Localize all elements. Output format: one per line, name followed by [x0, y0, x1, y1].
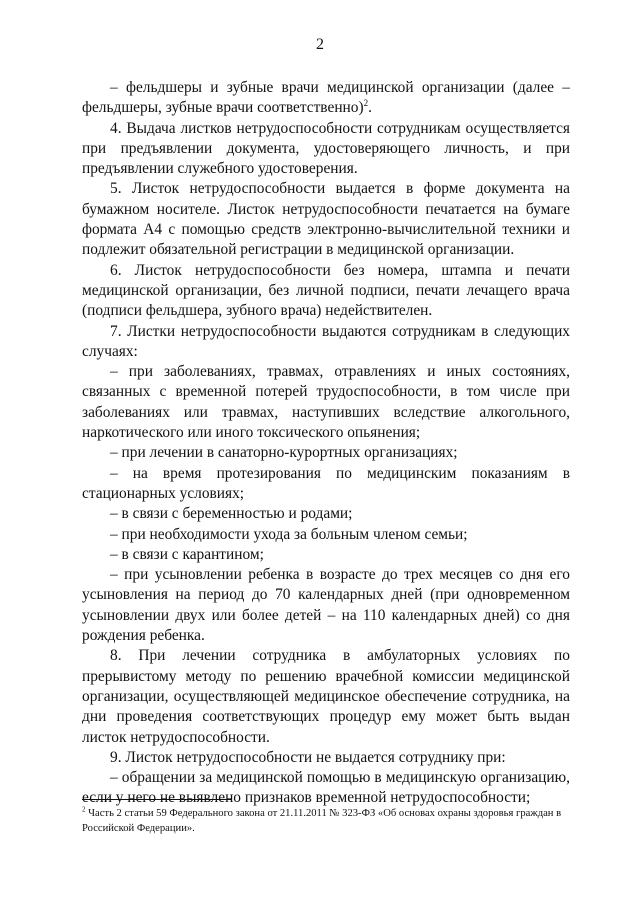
list-item-adoption: – при усыновлении ребенка в возрасте до трех месяцев со дня его усыновления на период до 70 календарных дней (при одновременном усыновлении двух или более детей – на 110 календарных дней) со дня рождения ребенка. — [82, 566, 570, 645]
paragraph-7: 7. Листки нетрудоспособности выдаются сотрудникам в следующих случаях: — [82, 322, 570, 360]
paragraph-8: 8. При лечении сотрудника в амбулаторных условиях по прерывистому методу по решению врачебной комиссии медицинской организации, осуществляющей медицинское обеспечение сотрудника, на дни проведения соответствующих процедур ему может быть выдан листок нетрудоспособности. — [82, 647, 570, 746]
footnote-marker: 2 — [82, 805, 86, 814]
paragraph-medical-workers — [82, 78, 570, 119]
footnote-text: Часть 2 статьи 59 Федерального закона от 21.11.2011 № 323-ФЗ «Об основах охраны здоровья граждан в Российской Федерации». — [82, 808, 562, 834]
paragraph-4: 4. Выдача листков нетрудоспособности сотрудникам осуществляется при предъявлении документа, удостоверяющего личность, и при предъявлении служебного удостоверения. — [82, 119, 570, 178]
list-item-prosthetics: – на время протезирования по медицинским показаниям в стационарных условиях; — [82, 464, 570, 502]
paragraph-suffix: . — [368, 99, 372, 117]
footnote-divider — [82, 799, 232, 800]
paragraph-6: 6. Листок нетрудоспособности без номера, штампа и печати медицинской организации, без личной подписи, печати лечащего врача (подписи фельдшера, зубного врача) недействителен. — [82, 261, 570, 320]
document-body — [82, 78, 570, 809]
page-number: 2 — [316, 36, 324, 53]
paragraph-9: 9. Листок нетрудоспособности не выдается сотруднику при: — [110, 748, 506, 766]
footnote — [82, 806, 570, 836]
footnote-reference[interactable]: 2 — [363, 98, 369, 109]
list-item-no-signs: – обращении за медицинской помощью в медицинскую организацию, если у него не выявлено признаков временной нетрудоспособности; — [82, 769, 570, 807]
list-item-pregnancy: – в связи с беременностью и родами; — [110, 505, 353, 523]
paragraph-text: – фельдшеры и зубные врачи медицинской организации (далее – фельдшеры, зубные врачи соответственно) — [82, 79, 570, 117]
list-item-illness: – при заболеваниях, травмах, отравлениях и иных состояниях, связанных с временной потерей трудоспособности, в том числе при заболеваниях или травмах, наступивших вследствие алкогольного, наркотического или иного токсического опьянения; — [82, 363, 570, 442]
list-item-family-care: – при необходимости ухода за больным членом семьи; — [110, 525, 468, 543]
list-item-sanatorium: – при лечении в санаторно-курортных организациях; — [110, 444, 458, 462]
paragraph-5: 5. Листок нетрудоспособности выдается в форме документа на бумажном носителе. Листок нетрудоспособности печатается на бумаге формата А4 с помощью средств электронно-вычислительной техники и подлежит обязательной регистрации в медицинской организации. — [82, 180, 570, 259]
list-item-quarantine: – в связи с карантином; — [110, 545, 264, 563]
